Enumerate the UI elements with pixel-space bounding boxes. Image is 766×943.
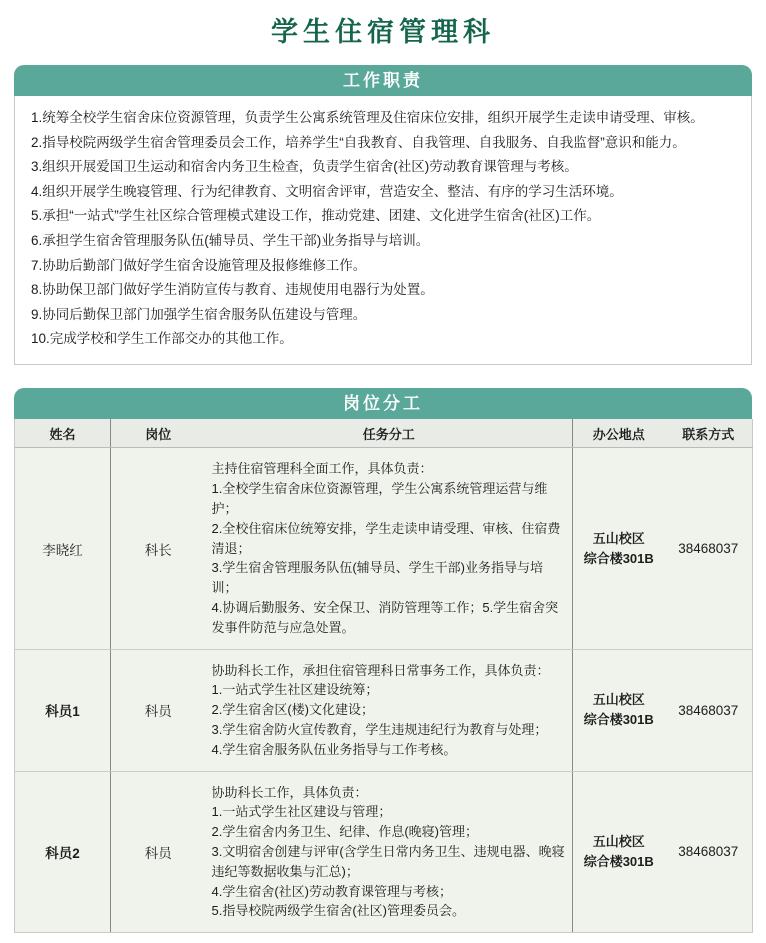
task-line: 4.学生宿舍(社区)劳动教育课管理与考核； xyxy=(211,883,453,899)
table-row xyxy=(15,649,753,771)
duty-item: 4.组织开展学生晚寝管理、行为纪律教育、文明宿舍评审，营造安全、整洁、有序的学习生活环境。 xyxy=(31,183,623,199)
task-line: 3.学生宿舍管理服务队伍(辅导员、学生干部)业务指导与培训； xyxy=(211,560,544,596)
column-header: 岗位 xyxy=(111,419,206,448)
table-row xyxy=(15,771,753,933)
duty-item: 7.协助后勤部门做好学生宿舍设施管理及报修维修工作。 xyxy=(31,257,367,273)
duty-item: 6.承担学生宿舍管理服务队伍(辅导员、学生干部)业务指导与培训。 xyxy=(31,232,430,248)
position-cell: 科长 xyxy=(111,448,206,649)
office-line: 综合楼301B xyxy=(583,853,654,869)
office-cell xyxy=(573,448,665,649)
duty-item: 3.组织开展爱国卫生运动和宿舍内务卫生检查，负责学生宿舍(社区)劳动教育课管理与考核。 xyxy=(31,159,578,175)
column-header: 联系方式 xyxy=(665,419,753,448)
phone-cell: 38468037 xyxy=(665,771,753,933)
task-line: 1.一站式学生社区建设统筹； xyxy=(211,682,379,698)
section-positions xyxy=(14,388,752,933)
task-line: 协助科长工作，承担住宿管理科日常事务工作，具体负责： xyxy=(211,662,550,678)
office-line: 五山校区 xyxy=(592,833,645,849)
tasks-cell xyxy=(206,771,573,933)
office-cell xyxy=(573,649,665,771)
positions-table xyxy=(14,419,753,933)
duty-item: 9.协同后勤保卫部门加强学生宿舍服务队伍建设与管理。 xyxy=(31,306,367,322)
office-line: 五山校区 xyxy=(592,692,645,708)
position-cell: 科员 xyxy=(111,771,206,933)
office-line: 综合楼301B xyxy=(583,712,654,728)
task-line: 4.协调后勤服务、安全保卫、消防管理等工作；5.学生宿舍突发事件防范与应急处置。 xyxy=(211,600,559,635)
duty-item: 10.完成学校和学生工作部交办的其他工作。 xyxy=(31,331,293,347)
duty-item: 2.指导校院两级学生宿舍管理委员会工作，培养学生“自我教育、自我管理、自我服务、自我监督”意识和能力。 xyxy=(31,134,686,150)
table-header-row xyxy=(15,419,753,448)
duties-header: 工作职责 xyxy=(14,65,752,96)
office-cell xyxy=(573,771,665,933)
table-row xyxy=(15,448,753,649)
position-cell: 科员 xyxy=(111,649,206,771)
task-line: 5.指导校院两级学生宿舍(社区)管理委员会。 xyxy=(211,903,466,919)
office-line: 综合楼301B xyxy=(583,550,654,566)
task-line: 2.学生宿舍内务卫生、纪律、作息(晚寝)管理； xyxy=(211,824,479,840)
name-cell: 李晓红 xyxy=(15,448,111,649)
name-cell: 科员1 xyxy=(15,649,111,771)
section-duties xyxy=(14,65,752,365)
duty-item: 1.统筹全校学生宿舍床位资源管理，负责学生公寓系统管理及住宿床位安排，组织开展学生走读申请受理、审核。 xyxy=(31,110,704,125)
duty-item: 8.协助保卫部门做好学生消防宣传与教育、违规使用电器行为处置。 xyxy=(31,282,434,298)
duties-list xyxy=(31,106,735,352)
column-header: 办公地点 xyxy=(573,419,665,448)
phone-cell: 38468037 xyxy=(665,448,753,649)
duty-item: 5.承担“一站式”学生社区综合管理模式建设工作，推动党建、团建、文化进学生宿舍(社区)工作。 xyxy=(31,208,601,224)
task-line: 2.全校住宿床位统筹安排，学生走读申请受理、审核、住宿费清退； xyxy=(211,520,561,556)
duties-body xyxy=(14,96,752,365)
table-body xyxy=(15,448,753,933)
task-line: 主持住宿管理科全面工作，具体负责： xyxy=(211,461,433,477)
column-header: 任务分工 xyxy=(206,419,573,448)
task-line: 4.学生宿舍服务队伍业务指导与工作考核。 xyxy=(211,741,457,757)
page-title: 学生住宿管理科 xyxy=(271,17,495,47)
tasks-cell xyxy=(206,448,573,649)
task-line: 1.全校学生宿舍床位资源管理，学生公寓系统管理运营与维护； xyxy=(211,481,548,517)
positions-header: 岗位分工 xyxy=(14,388,752,419)
office-line: 五山校区 xyxy=(592,530,645,546)
task-line: 协助科长工作，具体负责： xyxy=(211,784,368,800)
column-header: 姓名 xyxy=(15,419,111,448)
tasks-cell xyxy=(206,649,573,771)
task-line: 3.文明宿舍创建与评审(含学生日常内务卫生、违规电器、晚寝违纪等数据收集与汇总)； xyxy=(211,843,565,879)
task-line: 3.学生宿舍防火宣传教育，学生违规违纪行为教育与处理； xyxy=(211,722,548,737)
phone-cell: 38468037 xyxy=(665,649,753,771)
task-line: 1.一站式学生社区建设与管理； xyxy=(211,804,392,820)
task-line: 2.学生宿舍区(楼)文化建设； xyxy=(211,702,375,718)
name-cell: 科员2 xyxy=(15,771,111,933)
